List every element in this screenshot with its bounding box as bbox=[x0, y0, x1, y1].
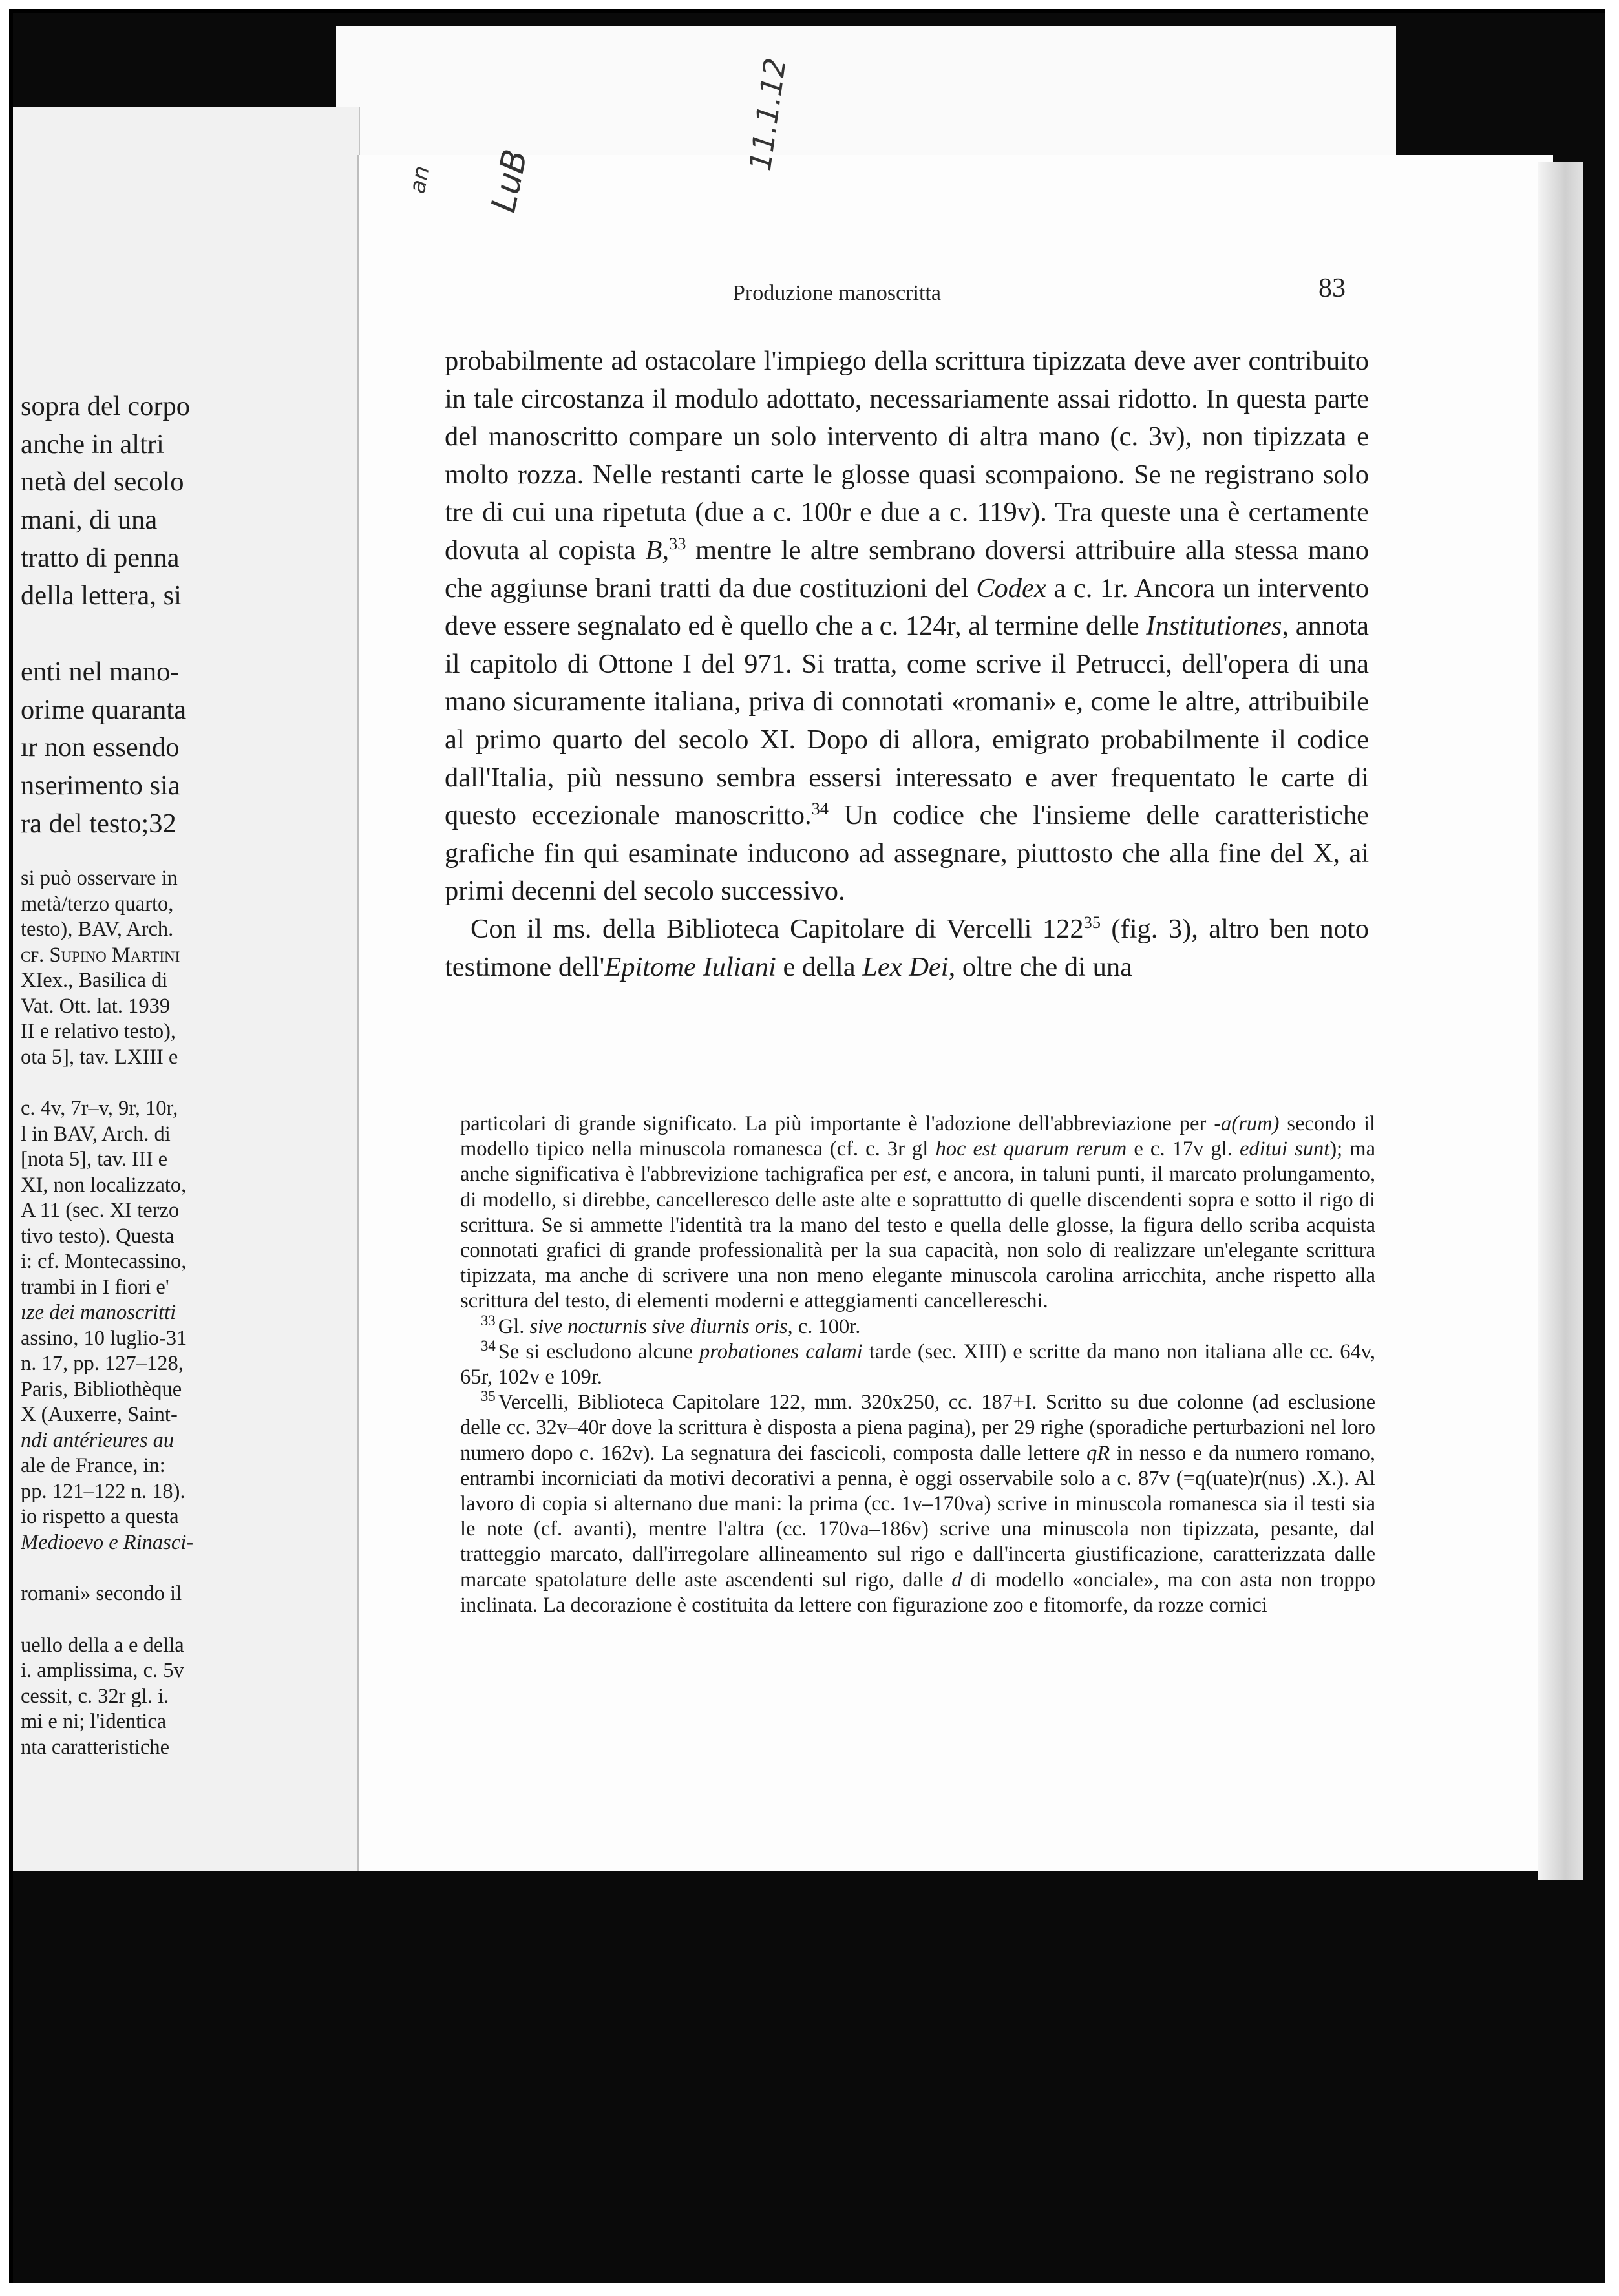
left-note-line: A 11 (sec. XI terzo bbox=[21, 1199, 180, 1222]
left-line: tratto di penna bbox=[21, 542, 180, 573]
left-line: sopra del corpo bbox=[21, 391, 190, 421]
page-number: 83 bbox=[1318, 273, 1346, 303]
text-run: particolari di grande significato. La più importante è l'adozione dell'abbreviazione per bbox=[460, 1112, 1214, 1135]
footnote-33 bbox=[460, 1314, 1375, 1340]
text-run: Gl. bbox=[498, 1314, 530, 1338]
left-note-line: XI, non localizzato, bbox=[21, 1173, 187, 1197]
footnote-ref-33: 33 bbox=[669, 534, 686, 553]
footnote-number: 33 bbox=[481, 1312, 496, 1329]
page-edge-shadow bbox=[1538, 162, 1583, 1880]
text-run: ); ma anche significativa è l'abbrevizione tachigrafica per bbox=[460, 1137, 1375, 1186]
left-note-line: c. 4v, 7r–v, 9r, 10r, bbox=[21, 1097, 178, 1120]
text-run: mentre le altre sembrano doversi attribuire alla stessa mano che aggiunse brani tratti da due costituzioni del bbox=[445, 534, 1369, 604]
text-run: probabilmente ad ostacolare l'impiego della scrittura tipizzata deve aver contribuito in tale circostanza il modulo adottato, necessariamente assai ridotto. In questa parte del manoscritto compare un solo intervento di altra mano (c. 3v), non tipizzata e molto rozza. Nelle restanti carte le glosse quasi scompaiono. Se ne registrano solo tre di cui una ripetuta (due a c. 100r e due a c. 119v). Tra queste una è certamente dovuta al copista bbox=[445, 346, 1369, 565]
italic-run: d bbox=[951, 1568, 962, 1592]
left-note-line: cessit, c. 32r gl. i. bbox=[21, 1684, 169, 1708]
left-note-line: cf. Supino Martini bbox=[21, 943, 180, 967]
left-note-line: [nota 5], tav. III e bbox=[21, 1148, 168, 1171]
left-note-line: X (Auxerre, Saint- bbox=[21, 1403, 178, 1426]
left-note-line: testo), BAV, Arch. bbox=[21, 918, 174, 941]
italic-run: hoc est quarum rerum bbox=[935, 1137, 1127, 1161]
text-run: e ancora, in taluni punti, il marcato prolungamento, di modello, si direbbe, cancelleresco delle aste alte e soprattutto di quelle discendenti sopra e sotto il rigo di scrittura. Se si ammette l'identità tra la mano del testo e quella delle glosse, la figura dello scriba acquista connotati grafici di grande professionalità per la sua capacità, non solo di realizzare un'elegante scrittura tipizzata, ma anche di scrivere una non meno elegante minuscola carolina arricchita, anche rispetto alla scrittura del testo, di elementi moderni e atteggiamenti cancellereschi. bbox=[460, 1163, 1376, 1313]
left-line: nserimento sia bbox=[21, 770, 180, 801]
text-run: Vercelli, Biblioteca Capitolare 122, mm. 320x250, cc. 187+I. Scritto su due colonne (ad esclusione delle cc. 32v–40r dove la scrittura è disposta a piena pagina), per 29 righe (sporadiche perturbazioni nel loro numero dopo c. 162v). La segnatura dei fascicoli, composta dalle lettere bbox=[460, 1391, 1375, 1465]
text-run: Se si escludono alcune bbox=[498, 1340, 699, 1364]
italic-run: B, bbox=[645, 534, 670, 565]
left-note-line: pp. 121–122 n. 18). bbox=[21, 1479, 185, 1503]
handwritten-mark-2: LuB bbox=[484, 146, 536, 216]
paragraph-2 bbox=[445, 911, 1369, 986]
left-note-line: i: cf. Montecassino, bbox=[21, 1250, 187, 1273]
left-line: anche in altri bbox=[21, 428, 164, 459]
text-run: in nesso e da numero romano, entrambi incorniciati da motivi decorativi a penna, è oggi osservabile solo a c. 87v (=q(uate)r(nus) .X.). Al lavoro di copia si alternano due mani: la prima (cc. 1v–170va) scrive in minuscola romanesca sia il testi sia le note (cf. avanti), mentre l'altra (cc. 170va–186v) scrive una minuscola non tipizzata, pesante, dal tratteggio marcato, dall'irregolare allineamento sul rigo e dall'incerta giustificazione, caratterizzata dalle marcate spatolature delle aste ascendenti sul rigo, dalle bbox=[460, 1441, 1375, 1592]
footnote-ref-35: 35 bbox=[1083, 912, 1101, 932]
italic-run: Lex Dei bbox=[862, 951, 949, 982]
left-note-line: l in BAV, Arch. di bbox=[21, 1122, 171, 1146]
left-note-line: XIex., Basilica di bbox=[21, 969, 168, 992]
italic-run: Codex bbox=[976, 573, 1046, 604]
footnotes bbox=[460, 1111, 1375, 1618]
handwritten-mark-1: an bbox=[404, 163, 435, 196]
footnote-35 bbox=[460, 1390, 1375, 1618]
left-note-line: tivo testo). Questa bbox=[21, 1224, 175, 1248]
italic-run: -a(rum) bbox=[1214, 1112, 1280, 1135]
left-line: della lettera, si bbox=[21, 580, 182, 611]
footnote-ref-34: 34 bbox=[811, 799, 829, 818]
main-text bbox=[445, 342, 1369, 986]
left-note-line: mi e ni; l'identica bbox=[21, 1710, 167, 1733]
text-run: di modello «onciale», ma con asta non troppo inclinata. La decorazione è costituita da lettere con figurazione zoo e fitomorfe, da rozze cornici bbox=[460, 1568, 1375, 1617]
left-line bbox=[21, 615, 228, 653]
italic-run: Epitome Iuliani bbox=[604, 951, 776, 982]
left-note-line: assino, 10 luglio-31 bbox=[21, 1326, 187, 1350]
left-line: netà del secolo bbox=[21, 467, 184, 498]
left-note-line: Vat. Ott. lat. 1939 bbox=[21, 994, 171, 1018]
left-note-line: ndi antérieures au bbox=[21, 1428, 175, 1452]
paragraph-1 bbox=[445, 342, 1369, 911]
text-run: , annota il capitolo di Ottone I del 971. Si tratta, come scrive il Petrucci, dell'opera di una mano sicuramente italiana, priva di connotati «romani» e, come le altre, attribuibile al primo quarto del secolo XI. Dopo di allora, emigrato probabilmente il codice dall'Italia, più nessuno sembra essersi interessato e aver frequentato le carte di questo eccezionale manoscritto. bbox=[445, 611, 1369, 831]
text-run: secondo il modello tipico nella minuscola romanesca (cf. c. 3r gl bbox=[460, 1112, 1375, 1161]
left-note-line: uello della a e della bbox=[21, 1633, 184, 1657]
footnote-34 bbox=[460, 1340, 1375, 1390]
left-note-line bbox=[21, 1555, 228, 1581]
left-note-line: ale de France, in: bbox=[21, 1454, 165, 1477]
left-note-line: Medioevo e Rinasci- bbox=[21, 1530, 194, 1554]
left-note-line: i. amplissima, c. 5v bbox=[21, 1659, 184, 1682]
text-run: c. 100r. bbox=[792, 1314, 861, 1338]
left-note-line: trambi in I fiori e' bbox=[21, 1275, 169, 1299]
left-note-line: si può osservare in bbox=[21, 867, 178, 890]
italic-run: Institutiones bbox=[1146, 611, 1282, 642]
footnote-number: 35 bbox=[481, 1388, 496, 1405]
left-line: orime quaranta bbox=[21, 694, 187, 725]
italic-run: sive nocturnis sive diurnis oris, bbox=[529, 1314, 793, 1338]
scan-gutter-top bbox=[336, 26, 1396, 158]
left-note-line bbox=[21, 1607, 228, 1633]
left-line: enti nel mano- bbox=[21, 656, 180, 687]
text-run: e c. 17v gl. bbox=[1127, 1137, 1240, 1161]
text-run: e della bbox=[776, 951, 863, 982]
left-page-body bbox=[21, 388, 228, 843]
left-note-line: nta caratteristiche bbox=[21, 1735, 170, 1759]
left-note-line: Paris, Bibliothèque bbox=[21, 1377, 182, 1401]
italic-run: editui sunt bbox=[1239, 1137, 1330, 1161]
text-run: a c. 1r. Ancora un intervento deve essere segnalato ed è quello che a c. 124r, al termine delle bbox=[445, 573, 1369, 642]
scan-dark-top-right bbox=[1390, 13, 1605, 168]
left-note-line: io rispetto a questa bbox=[21, 1505, 179, 1528]
text-run: (fig. 3), altro ben noto testimone dell' bbox=[445, 913, 1369, 982]
italic-run: est, bbox=[903, 1163, 932, 1186]
text-run: Con il ms. della Biblioteca Capitolare di Vercelli 122 bbox=[471, 913, 1084, 944]
left-line: ra del testo;32 bbox=[21, 808, 176, 839]
running-head: Produzione manoscritta bbox=[733, 281, 941, 305]
text-run: Un codice che l'insieme delle caratteristiche grafiche fin qui esaminate inducono ad assegnare, piuttosto che alla fine del X, ai primi decenni del secolo successivo. bbox=[445, 800, 1369, 907]
left-note-line: n. 17, pp. 127–128, bbox=[21, 1352, 184, 1375]
left-note-line: II e relativo testo), bbox=[21, 1020, 176, 1043]
italic-run: probationes calami bbox=[699, 1340, 863, 1364]
scan-dark-right bbox=[1580, 13, 1605, 2283]
handwritten-mark-3: 11.1.12 bbox=[742, 56, 793, 173]
left-page-notes bbox=[21, 866, 228, 1760]
footnote-number: 34 bbox=[481, 1338, 496, 1354]
text-run: tarde (sec. XIII) e scritte da mano non italiana alle cc. 64v, 65r, 102v e 109r. bbox=[460, 1340, 1376, 1389]
italic-run: qR bbox=[1086, 1441, 1110, 1465]
scan-dark-bottom bbox=[13, 1871, 1605, 2283]
left-note-line: ıze dei manoscritti bbox=[21, 1301, 176, 1324]
footnote-continuation bbox=[460, 1111, 1375, 1314]
left-line: mani, di una bbox=[21, 505, 158, 536]
text-run: , oltre che di una bbox=[948, 951, 1132, 982]
left-note-line bbox=[21, 1070, 228, 1096]
left-note-line: ota 5], tav. LXIII e bbox=[21, 1045, 178, 1069]
left-note-line: metà/terzo quarto, bbox=[21, 892, 174, 916]
left-line: ır non essendo bbox=[21, 732, 180, 763]
left-note-line: romani» secondo il bbox=[21, 1582, 182, 1605]
